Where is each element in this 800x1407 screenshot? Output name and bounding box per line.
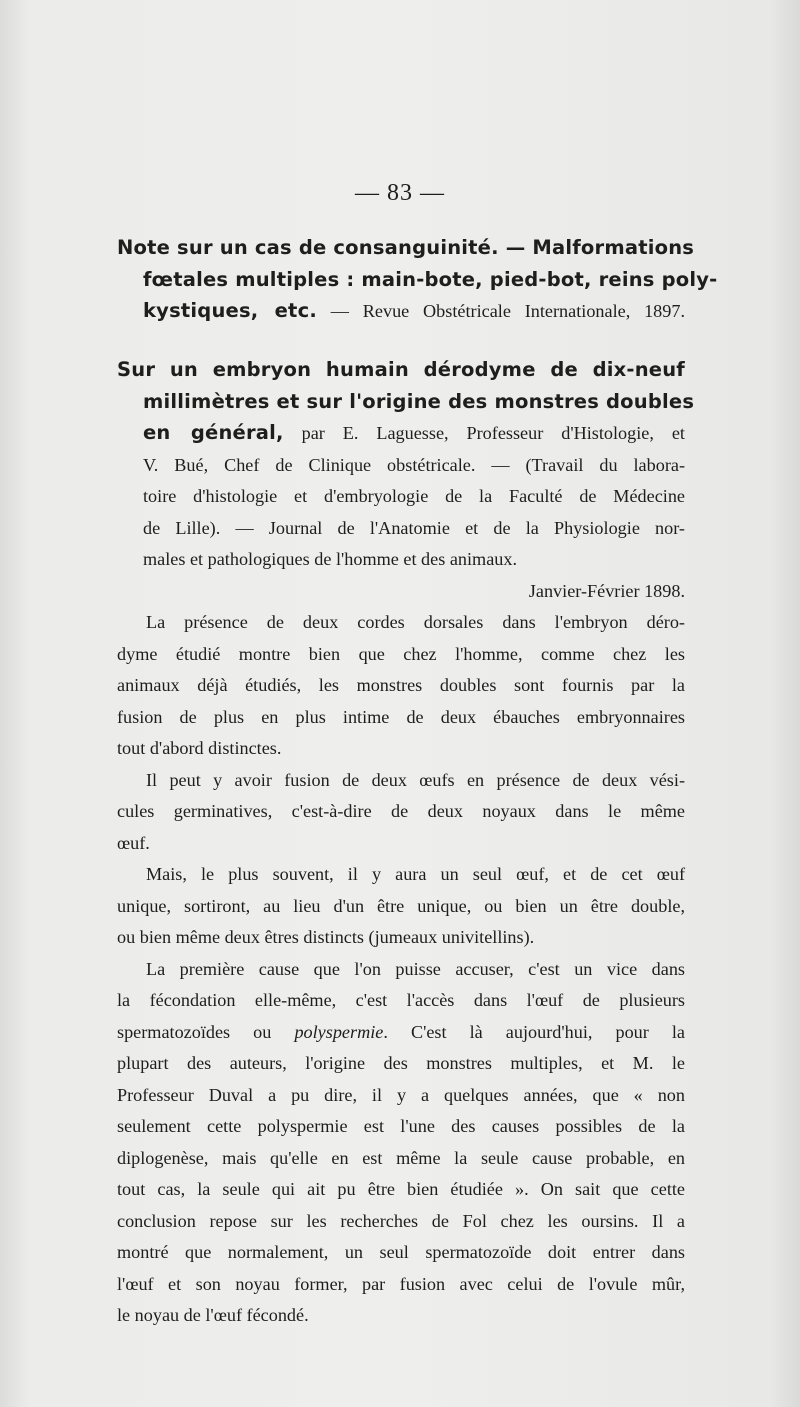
paragraph-line: animaux déjà étudiés, les monstres doubles sont fournis par la xyxy=(117,675,685,695)
paragraph-line: dyme étudié montre bien que chez l'homme, comme chez les xyxy=(117,643,685,664)
entry2-date: Janvier-Février 1898. xyxy=(528,580,685,601)
entry2-title-line: millimètres et sur l'origine des monstres doubles xyxy=(143,389,695,413)
entry2-title-line xyxy=(117,417,685,450)
entry1-title-line: fœtales multiples : main-bote, pied-bot, reins poly- xyxy=(143,267,718,291)
paragraph-line: montré que normalement, un seul spermatozoïde doit entrer dans xyxy=(117,1242,685,1262)
entry2-authors: par E. Laguesse, Professeur d'Histologie, et xyxy=(283,423,685,443)
paragraph-line: tout d'abord distinctes. xyxy=(117,738,282,758)
paragraph-line: le noyau de l'œuf fécondé. xyxy=(117,1305,309,1325)
paragraph-line: plupart des auteurs, l'origine des monstres multiples, et M. le xyxy=(117,1053,685,1073)
paragraph-line: conclusion repose sur les recherches de Fol chez les oursins. Il a xyxy=(117,1210,685,1231)
entry2-title-line: Sur un embryon humain dérodyme de dix-neuf xyxy=(117,358,685,381)
paragraph-line: La première cause que l'on puisse accuser, c'est un vice dans xyxy=(146,958,685,979)
paragraph-line: unique, sortiront, au lieu d'un être unique, ou bien un être double, xyxy=(117,895,685,916)
paragraph-line: Professeur Duval a pu dire, il y a quelques années, que « non xyxy=(117,1084,685,1105)
bibliography-entry-2 xyxy=(117,354,695,1332)
entry1-title-bold: kystiques, etc. xyxy=(143,299,317,322)
entry2-citation-line: de Lille). — Journal de l'Anatomie et de la Physiologie nor- xyxy=(143,517,685,538)
paragraph-line: la fécondation elle-même, c'est l'accès dans l'œuf de plusieurs xyxy=(117,990,685,1010)
paragraph-line: La présence de deux cordes dorsales dans l'embryon déro- xyxy=(146,612,685,632)
paragraph-line: diplogenèse, mais qu'elle en est même la seule cause probable, en xyxy=(117,1147,685,1168)
paragraph-line: œuf. xyxy=(117,832,150,853)
paragraph-line: tout cas, la seule qui ait pu être bien étudiée ». On sait que cette xyxy=(117,1179,685,1199)
paragraph-line: l'œuf et son noyau former, par fusion avec celui de l'ovule mûr, xyxy=(117,1273,685,1294)
entry2-citation-line: V. Bué, Chef de Clinique obstétricale. — (Travail du labora- xyxy=(143,454,685,475)
entry2-citation-line: toire d'histologie et d'embryologie de la Faculté de Médecine xyxy=(143,486,685,506)
italic-term: polyspermie xyxy=(294,1021,384,1042)
paragraph-line xyxy=(117,1017,685,1049)
entry1-source: — Revue Obstétricale Internationale, 1897. xyxy=(316,301,685,321)
paragraph-line: fusion de plus en plus intime de deux ébauches embryonnaires xyxy=(117,706,685,727)
paragraph-line: seulement cette polyspermie est l'une des causes possibles de la xyxy=(117,1116,685,1136)
bibliography-entry-1 xyxy=(117,232,718,328)
entry1-title-line xyxy=(117,295,685,328)
text-run: spermatozoïdes ou xyxy=(117,1021,295,1042)
paragraph-line: Mais, le plus souvent, il y aura un seul œuf, et de cet œuf xyxy=(146,864,685,884)
paragraph-line: Il peut y avoir fusion de deux œufs en présence de deux vési- xyxy=(146,769,685,790)
entry2-citation-line: males et pathologiques de l'homme et des animaux. xyxy=(143,549,518,569)
entry2-title-bold: en général, xyxy=(143,421,284,444)
paragraph-line: ou bien même deux êtres distincts (jumeaux univitellins). xyxy=(117,927,535,947)
entry1-title-line: Note sur un cas de consanguinité. — Malformations xyxy=(117,236,695,259)
page-number: — 83 — xyxy=(355,180,445,206)
paragraph-line: cules germinatives, c'est-à-dire de deux noyaux dans le même xyxy=(117,801,685,821)
text-run: . C'est là aujourd'hui, pour la xyxy=(383,1021,685,1042)
